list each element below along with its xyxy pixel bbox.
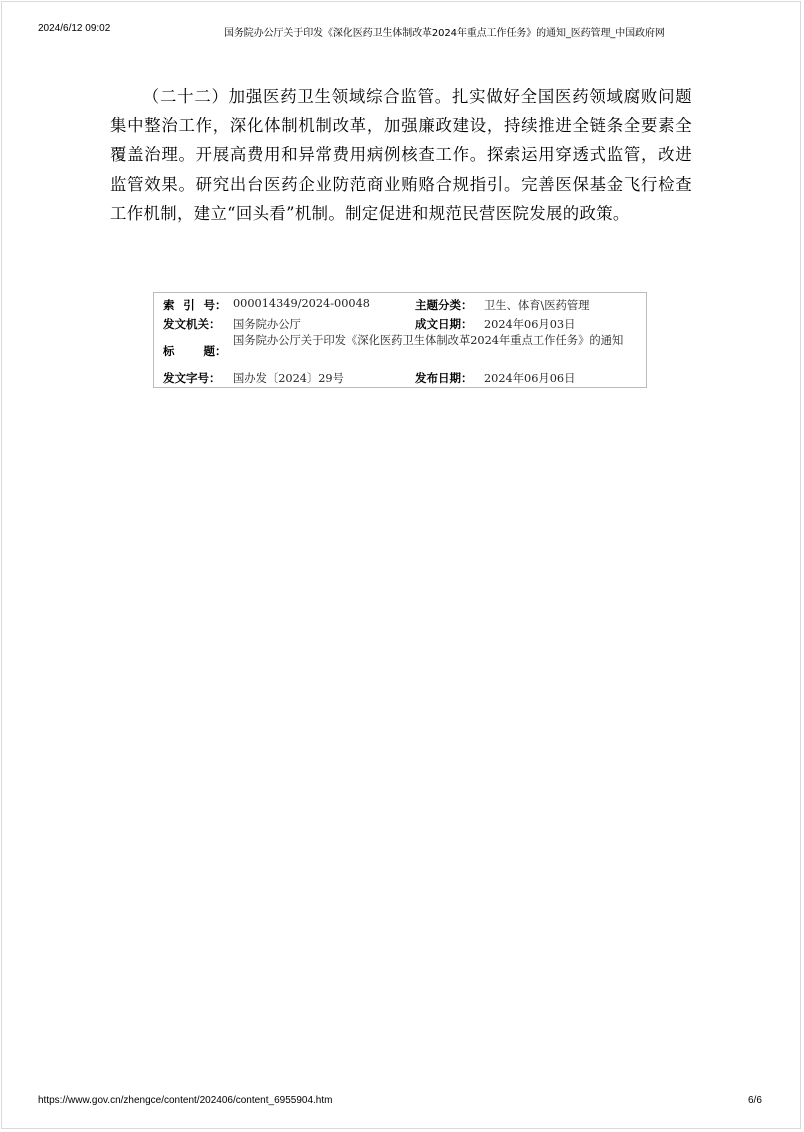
index-label-colon: ： [215, 298, 227, 312]
title-label-colon: ： [215, 344, 227, 358]
index-value: 000014349/2024-00048 [233, 297, 370, 310]
doc-number-label: 发文字号： [163, 371, 221, 385]
index-label [163, 297, 227, 313]
publish-date-value: 2024年06月06日 [484, 372, 576, 385]
title-label [163, 343, 227, 359]
index-label-char: 索 [163, 298, 175, 312]
print-page-title: 国务院办公厅关于印发《深化医药卫生体制改革2024年重点工作任务》的通知_医药管理_中国政府网 [224, 28, 665, 39]
print-datetime: 2024/6/12 09:02 [38, 23, 111, 34]
title-label-char: 题 [203, 344, 215, 358]
document-metadata-table [153, 292, 647, 388]
title-value: 国务院办公厅关于印发《深化医药卫生体制改革2024年重点工作任务》的通知 [233, 334, 624, 347]
date-written-value: 2024年06月03日 [484, 318, 576, 331]
issuer-label: 发文机关： [163, 317, 221, 331]
print-page-number: 6/6 [748, 1095, 762, 1106]
date-written-label: 成文日期： [415, 317, 473, 331]
print-footer-url: https://www.gov.cn/zhengce/content/202406/content_6955904.htm [38, 1095, 333, 1106]
article-paragraph: （二十二）加强医药卫生领域综合监管。扎实做好全国医药领域腐败问题集中整治工作，深化体制机制改革，加强廉政建设，持续推进全链条全要素全覆盖治理。开展高费用和异常费用病例核查工作。探索运用穿透式监管，改进监管效果。研究出台医药企业防范商业贿赂合规指引。完善医保基金飞行检查工作机制，建立“回头看”机制。制定促进和规范民营医院发展的政策。 [110, 87, 692, 223]
index-label-char: 引 [183, 298, 195, 312]
index-label-char: 号 [203, 298, 215, 312]
topic-label: 主题分类： [415, 298, 473, 312]
title-label-char: 标 [163, 344, 175, 358]
issuer-value: 国务院办公厅 [233, 318, 301, 331]
doc-number-value: 国办发〔2024〕29号 [233, 372, 344, 385]
publish-date-label: 发布日期： [415, 371, 473, 385]
topic-value: 卫生、体育\医药管理 [484, 299, 590, 312]
